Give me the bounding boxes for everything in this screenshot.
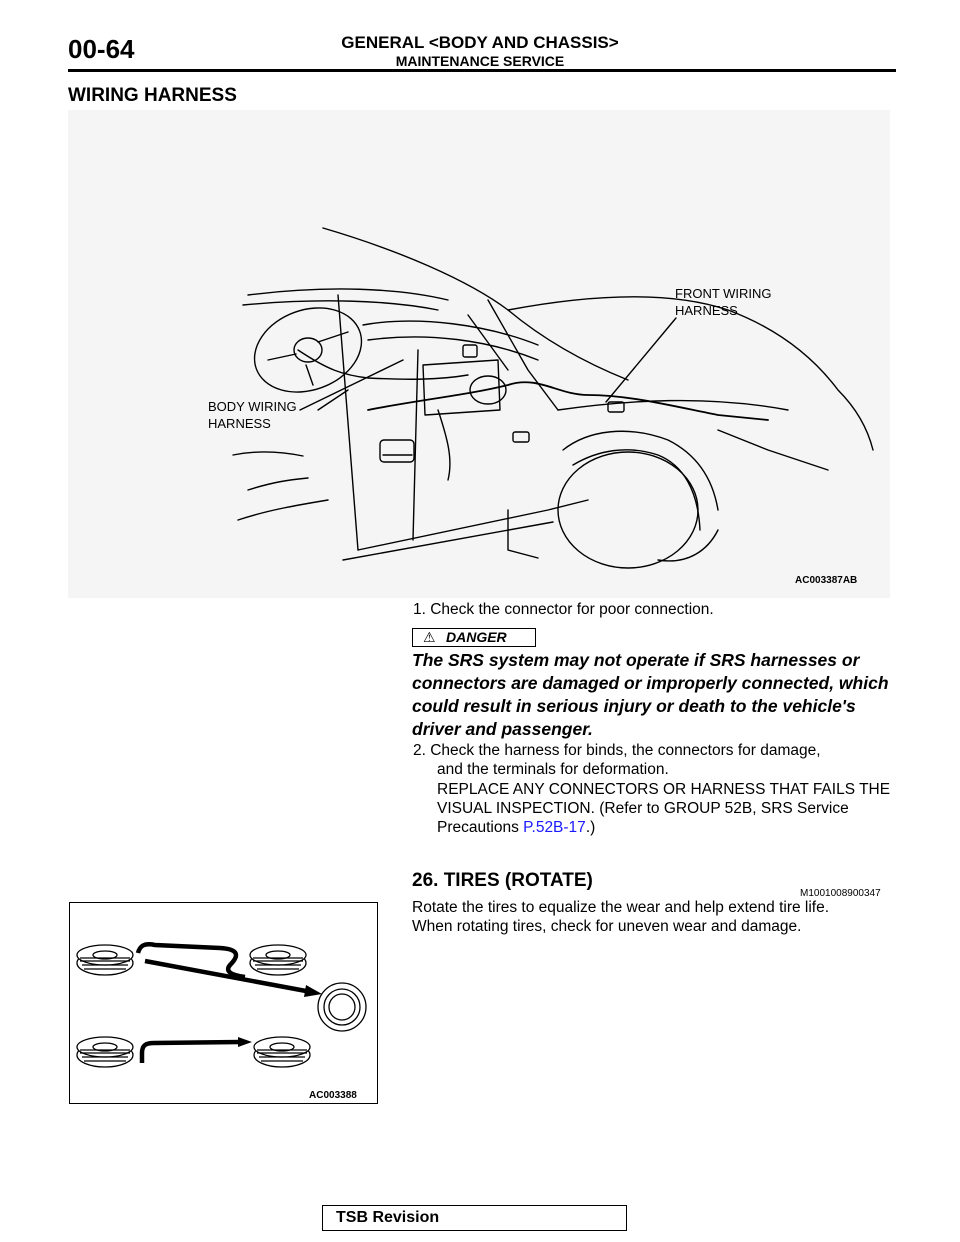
footer-tsb-revision: TSB Revision	[336, 1209, 440, 1226]
figure-id-tires: AC003388	[309, 1090, 357, 1101]
danger-text: The SRS system may not operate if SRS harnesses or connectors are damaged or improperly connected, which could result in serious injury or death to the vehicle's driver and passenger.	[412, 650, 889, 739]
figure-id-wiring: AC003387AB	[795, 575, 858, 586]
danger-label: DANGER	[446, 629, 507, 645]
rotation-arrow-bottom	[142, 1042, 240, 1063]
tire-rotation-diagram	[70, 903, 377, 1103]
section-title-wiring-harness: WIRING HARNESS	[68, 85, 237, 106]
vehicle-line-drawing	[68, 110, 890, 598]
chapter-title: GENERAL <BODY AND CHASSIS>	[341, 33, 619, 52]
tire-rotate-description	[412, 898, 902, 936]
tire-rotate-line2: When rotating tires, check for uneven wear and damage.	[412, 918, 802, 935]
wiring-harness-figure	[68, 110, 890, 598]
tire-rotation-figure	[69, 902, 378, 1104]
page-number: 00-64	[68, 34, 135, 64]
section-title-tires-rotate: 26. TIRES (ROTATE)	[412, 870, 593, 891]
step-2-check-harness	[413, 741, 883, 779]
header-rule	[68, 69, 896, 72]
tire-spare	[318, 983, 366, 1031]
replace-text-pre: REPLACE ANY CONNECTORS OR HARNESS THAT FAILS THE VISUAL INSPECTION. (Refer to GROUP 52B, SRS Service Precautions	[437, 781, 891, 836]
tire-rear-right	[254, 1037, 310, 1067]
step-2-line1: 2. Check the harness for binds, the connectors for damage,	[413, 742, 821, 759]
replace-instruction	[437, 780, 897, 837]
callout-front-line1: FRONT WIRING	[675, 286, 772, 301]
callout-front-line2: HARNESS	[675, 303, 738, 318]
section-code: M1001008900347	[800, 888, 881, 899]
tire-rotate-line1: Rotate the tires to equalize the wear and help extend tire life.	[412, 899, 830, 916]
replace-text-post: .)	[585, 819, 596, 836]
callout-body-wiring-harness	[208, 398, 297, 432]
tire-front-left	[77, 945, 133, 975]
callout-front-wiring-harness	[675, 285, 772, 319]
reference-link-p52b-17[interactable]: P.52B-17	[523, 819, 586, 836]
callout-body-line1: BODY WIRING	[208, 399, 297, 414]
tire-front-right	[250, 945, 306, 975]
chapter-subtitle: MAINTENANCE SERVICE	[395, 53, 565, 69]
warning-triangle-icon: ⚠	[423, 629, 436, 645]
tire-rear-left	[77, 1037, 133, 1067]
step-2-line2: and the terminals for deformation.	[437, 761, 669, 778]
callout-body-line2: HARNESS	[208, 416, 271, 431]
step-1-check-connector: 1. Check the connector for poor connection.	[413, 601, 714, 618]
